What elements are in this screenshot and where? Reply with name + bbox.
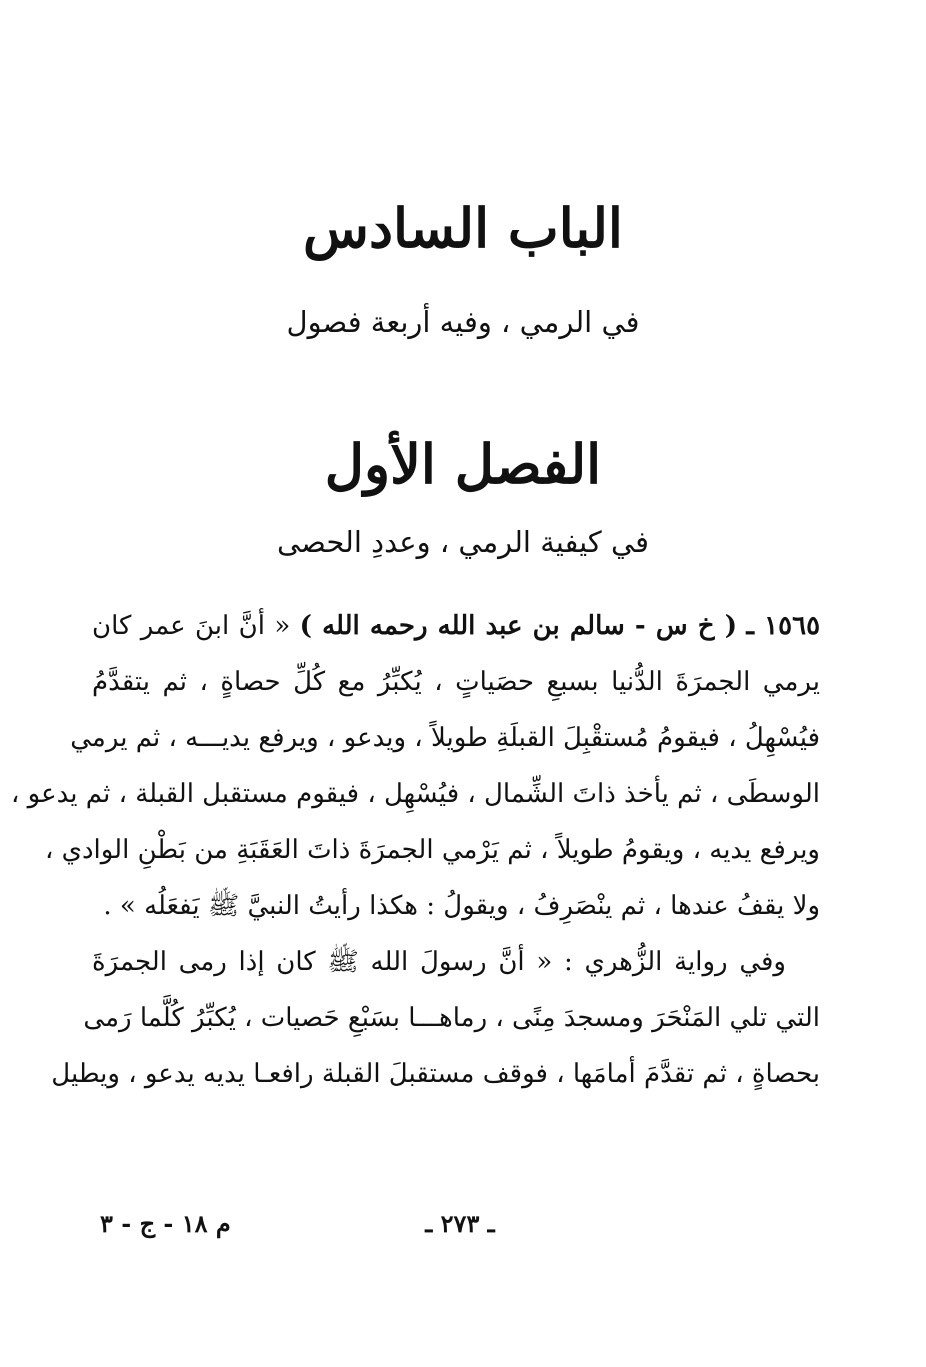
hadith-text-line: « أنَّ ابنَ عمر كان <box>92 611 291 641</box>
zuhri-text-line: وفي رواية الزُّهري : « أنَّ رسولَ الله ﷺ كان إذا رمى الجمرَةَ <box>92 947 786 977</box>
page-number: ـ ٢٧٣ ـ <box>425 1209 495 1238</box>
chapter-title: الباب السادس <box>303 196 623 260</box>
hadith-text-line: الوسطَى ، ثم يأخذ ذاتَ الشِّمال ، فيُسْهِل ، فيقوم مستقبل القبلة ، ثم يدعو ، <box>11 779 820 809</box>
printer-signature: م ١٨ - ج - ٣ <box>100 1209 231 1238</box>
zuhri-text-line: بحصاةٍ ، ثم تقدَّمَ أمامَها ، فوقف مستقبلَ القبلة رافعـا يديه يدعو ، ويطيل <box>51 1059 820 1089</box>
hadith-text-line: فيُسْهِلُ ، فيقومُ مُستقْبِلَ القبلَةِ طويلاً ، ويدعو ، ويرفع يديـــه ، ثم يرمي <box>70 723 820 753</box>
body-text <box>11 598 821 1102</box>
chapter-subtitle: في الرمي ، وفيه أربعة فصول <box>286 305 640 339</box>
zuhri-text-line: التي تلي المَنْحَرَ ومسجدَ مِنًى ، رماهـــا بسَبْعِ حَصيات ، يُكبِّرُ كُلَّما رَمى <box>83 1003 820 1033</box>
section-title: الفصل الأول <box>324 432 602 496</box>
hadith-number: ١٥٦٥ ـ <box>746 611 821 641</box>
hadith-source: ( خ س - سالم بن عبد الله رحمه الله ) <box>299 611 738 641</box>
section-subtitle: في كيفية الرمي ، وعددِ الحصى <box>277 525 649 559</box>
hadith-text-line: ويرفع يديه ، ويقومُ طويلاً ، ثم يَرْمي الجمرَةَ ذاتَ العَقَبَةِ من بَطْنِ الوادي ، <box>44 835 820 865</box>
hadith-text-line: ولا يقفُ عندها ، ثم ينْصَرِفُ ، ويقولُ : هكذا رأيتُ النبيَّ ﷺ يَفعَلُه » . <box>103 891 820 921</box>
hadith-text-line: يرمي الجمرَةَ الدُّنيا بسبعِ حصَياتٍ ، يُكبِّرُ مع كُلِّ حصاةٍ ، ثم يتقدَّمُ <box>92 667 820 697</box>
hadith-first-line <box>92 598 820 654</box>
